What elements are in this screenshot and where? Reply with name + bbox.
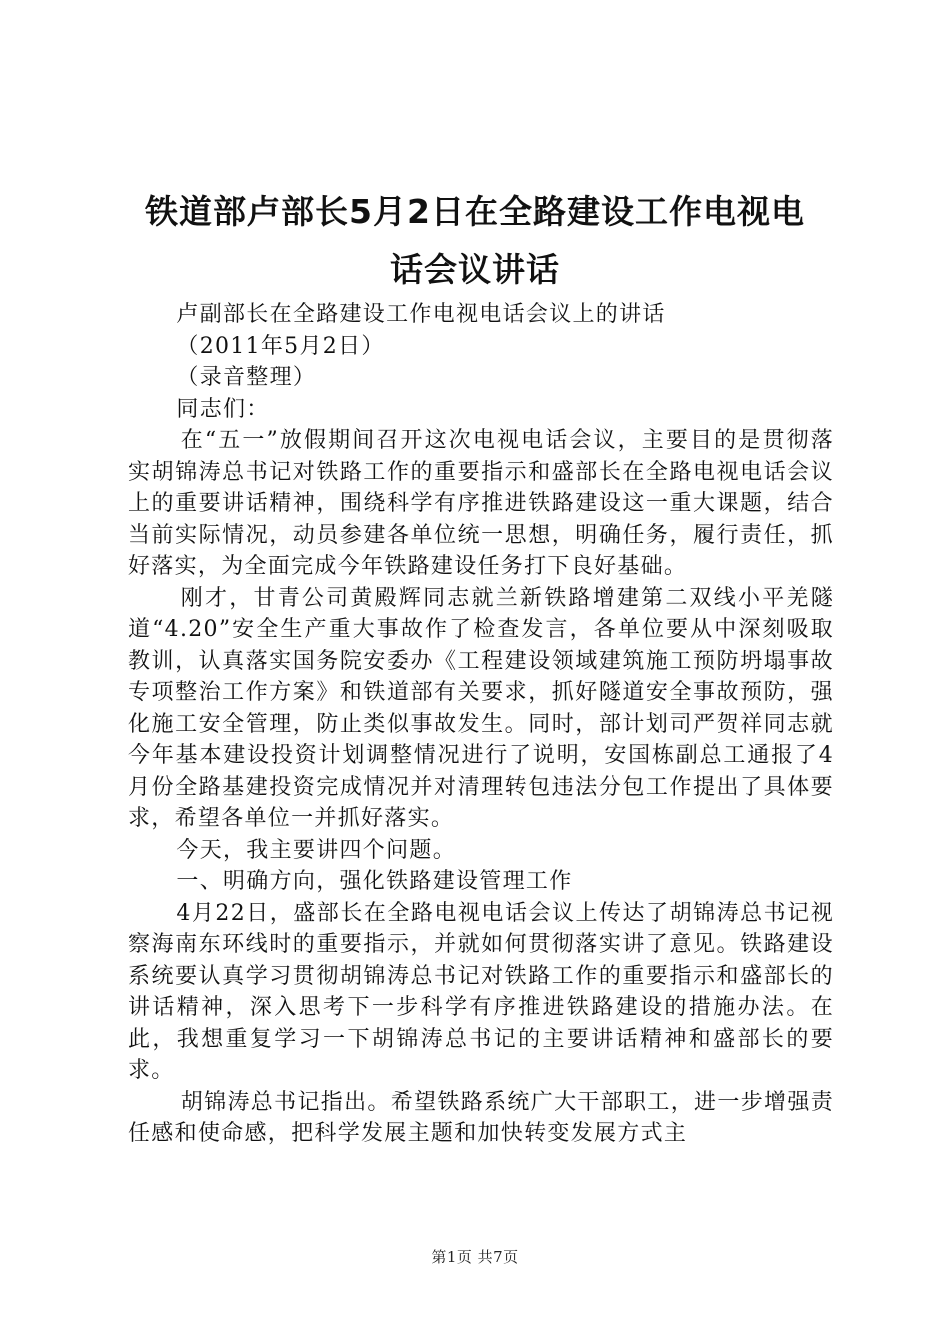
paragraph: 刚才，甘青公司黄殿辉同志就兰新铁路增建第二双线小平羌隧道“4.20”安全生产重大事故作了检查发言，各单位要从中深刻吸取教训，认真落实国务院安委办《工程建设领域建筑施工预防坍塌事故专项整治工作方案》和铁道部有关要求，抓好隧道安全事故预防，强化施工安全管理，防止类似事故发生。同时，部计划司严贺祥同志就今年基本建设投资计划调整情况进行了说明，安国栋副总工通报了4月份全路基建投资完成情况并对清理转包违法分包工作提出了具体要求，希望各单位一并抓好落实。 [128,585,834,831]
document-title-line-1: 铁道部卢部长5月2日在全路建设工作电视电 [145,192,805,231]
section-heading: 一、明确方向，强化铁路建设管理工作 [176,869,573,894]
salutation: 同志们： [176,396,270,422]
transcript-note: （录音整理） [176,365,317,390]
paragraph: 今天，我主要讲四个问题。 [176,837,456,863]
page-number-footer: 第1页 共7页 [431,1248,519,1266]
document-body [128,299,834,1150]
paragraph: 在“五一”放假期间召开这次电视电话会议，主要目的是贯彻落实胡锦涛总书记对铁路工作的重要指示和盛部长在全路电视电话会议上的重要讲话精神，围绕科学有序推进铁路建设这一重大课题，结合当前实际情况，动员参建各单位统一思想，明确任务，履行责任，抓好落实，为全面完成今年铁路建设任务打下良好基础。 [128,428,834,579]
speech-heading: 卢副部长在全路建设工作电视电话会议上的讲话 [176,302,666,327]
paragraph: 胡锦涛总书记指出。希望铁路系统广大干部职工，进一步增强责任感和使命感，把科学发展主题和加快转变发展方式主 [128,1089,834,1146]
paragraph: 4月22日，盛部长在全路电视电话会议上传达了胡锦涛总书记视察海南东环线时的重要指示，并就如何贯彻落实讲了意见。铁路建设系统要认真学习贯彻胡锦涛总书记对铁路工作的重要指示和盛部长的讲话精神，深入思考下一步科学有序推进铁路建设的措施办法。在此，我想重复学习一下胡锦涛总书记的主要讲话精神和盛部长的要求。 [128,900,834,1083]
speech-date: （2011年5月2日） [176,333,385,359]
document-title-line-2: 话会议讲话 [390,250,560,289]
